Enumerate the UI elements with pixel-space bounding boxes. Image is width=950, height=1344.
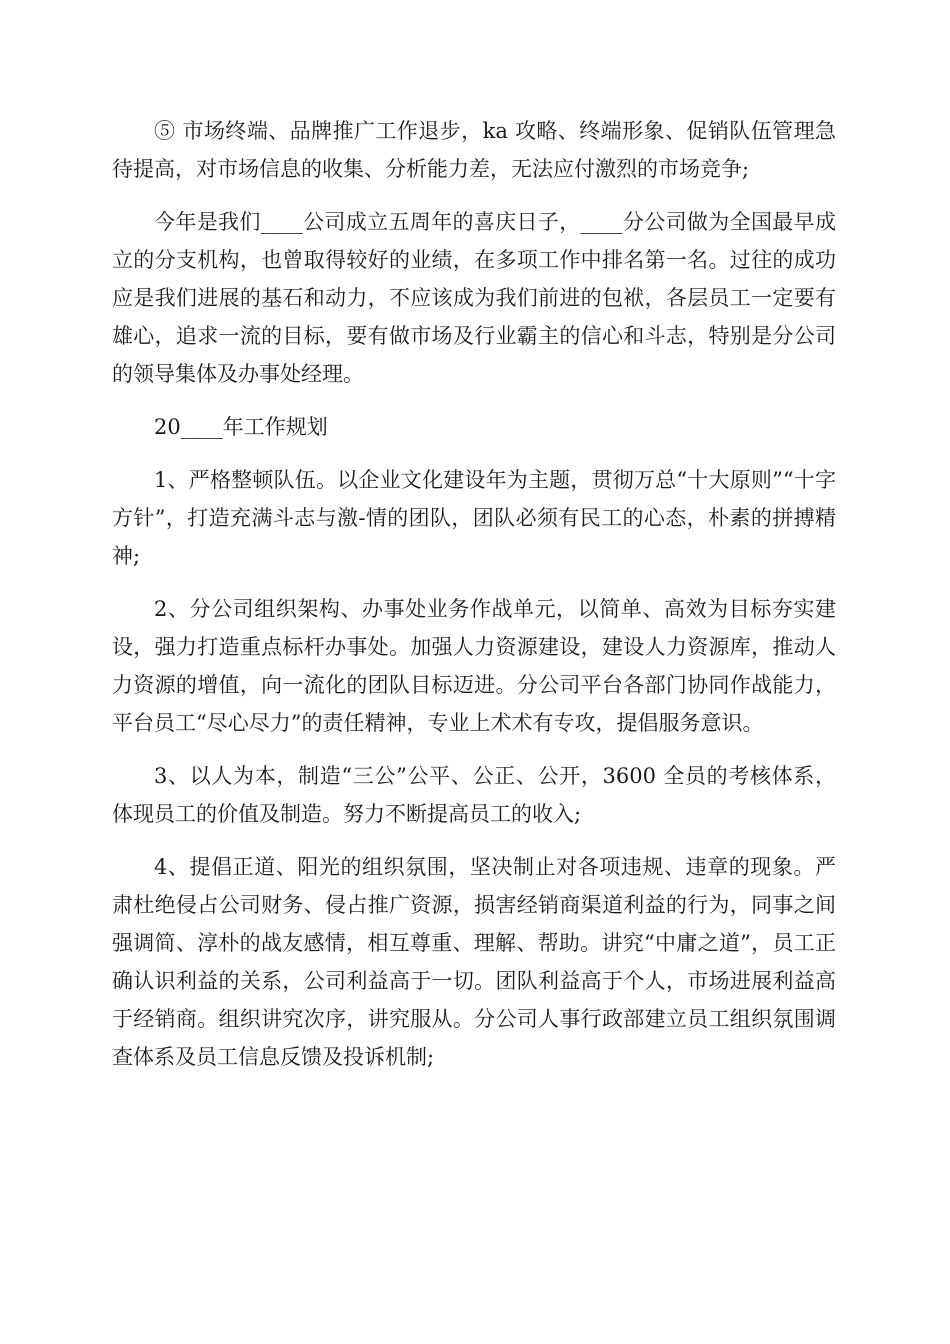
document-body <box>112 112 836 1091</box>
paragraph-item-3: 3、以人为本，制造“三公”公平、公正、公开，3600 全员的考核体系，体现员工的价值及制造。努力不断提高员工的收入; <box>112 764 836 826</box>
paragraph-item-2: 2、分公司组织架构、办事处业务作战单元，以简单、高效为目标夯实建设，强力打造重点标杆办事处。加强人力资源建设，建设人力资源库，推动人力资源的增值，向一流化的团队目标迈进。分公司平台各部门协同作战能力，平台员工“尽心尽力”的责任精神，专业上术术有专攻，提倡服务意识。 <box>112 597 836 735</box>
section-heading-work-plan: 20____年工作规划 <box>154 415 328 439</box>
paragraph-market-terminal: ⑤ 市场终端、品牌推广工作退步，ka 攻略、终端形象、促销队伍管理急待提高，对市场信息的收集、分析能力差，无法应付激烈的市场竞争; <box>112 119 836 181</box>
paragraph-item-1: 1、严格整顿队伍。以企业文化建设年为主题，贯彻万总“十大原则”“十字方针”，打造充满斗志与激-情的团队，团队必须有民工的心态，朴素的拼搏精神; <box>112 468 836 568</box>
paragraph-item-4: 4、提倡正道、阳光的组织氛围，坚决制止对各项违规、违章的现象。严肃杜绝侵占公司财务、侵占推广资源，损害经销商渠道利益的行为，同事之间强调简、淳朴的战友感情，相互尊重、理解、帮助。讲究“中庸之道”，员工正确认识利益的关系，公司利益高于一切。团队利益高于个人，市场进展利益高于经销商。组织讲究次序，讲究服从。分公司人事行政部建立员工组织氛围调查体系及员工信息反馈及投诉机制; <box>112 855 836 1069</box>
paragraph-anniversary: 今年是我们____公司成立五周年的喜庆日子，____分公司做为全国最早成立的分支机构，也曾取得较好的业绩，在多项工作中排名第一名。过往的成功应是我们进展的基石和动力，不应该成为我们前进的包袱，各层员工一定要有雄心，追求一流的目标，要有做市场及行业霸主的信心和斗志，特别是分公司的领导集体及办事处经理。 <box>112 210 836 386</box>
